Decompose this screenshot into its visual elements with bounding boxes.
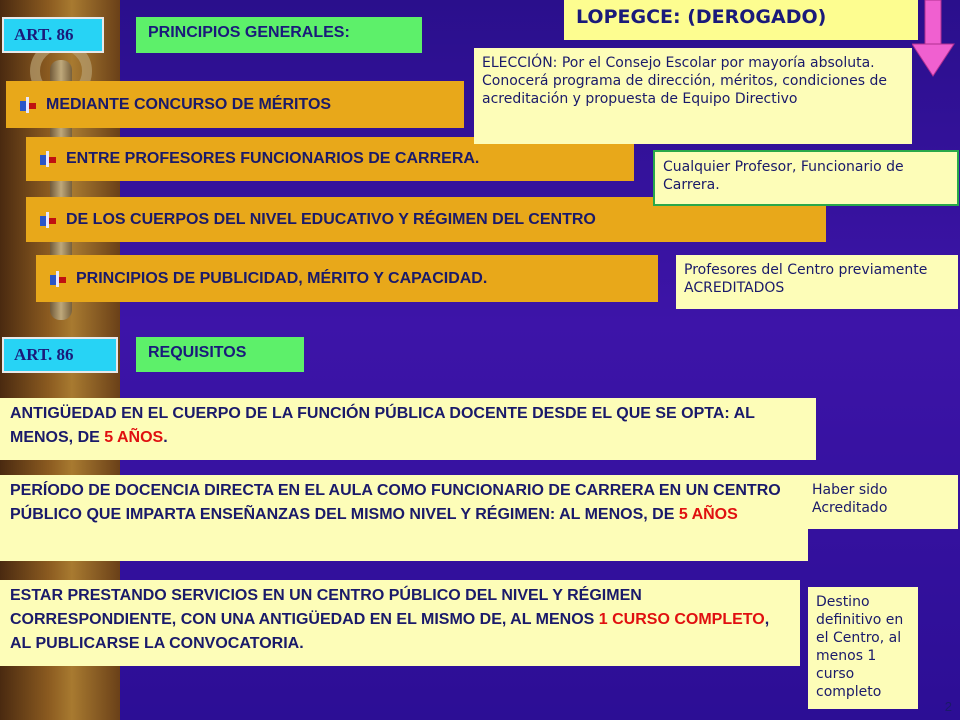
requisito-highlight: 5 AÑOS — [678, 506, 738, 523]
requisito-highlight: 1 CURSO COMPLETO — [598, 611, 765, 628]
flag-bullet-icon — [20, 97, 36, 113]
principio-text: MEDIANTE CONCURSO DE MÉRITOS — [46, 95, 332, 113]
requisito-antiguedad — [0, 398, 816, 460]
flag-bullet-icon — [50, 271, 66, 287]
principio-text: PRINCIPIOS DE PUBLICIDAD, MÉRITO Y CAPACIDAD. — [76, 269, 488, 287]
principio-text: DE LOS CUERPOS DEL NIVEL EDUCATIVO Y RÉGIMEN DEL CENTRO — [66, 210, 596, 228]
requisito-text: PERÍODO DE DOCENCIA DIRECTA EN EL AULA COMO FUNCIONARIO DE CARRERA EN UN CENTRO PÚBLICO QUE IMPARTA ENSEÑANZAS DEL MISMO NIVEL Y RÉGIMEN: AL MENOS, DE — [10, 482, 781, 523]
note-cualquier-profesor: Cualquier Profesor, Funcionario de Carrera. — [653, 150, 959, 206]
requisito-text-end: , AL PUBLICARSE LA CONVOCATORIA. — [10, 611, 770, 652]
principio-item-concurso — [6, 81, 464, 128]
requisitos-label: REQUISITOS — [136, 337, 304, 372]
flag-bullet-icon — [40, 212, 56, 228]
page-title: LOPEGCE: (DEROGADO) — [564, 0, 918, 40]
requisito-text-end: . — [163, 429, 168, 446]
note-destino-definitivo: Destino definitivo en el Centro, al menos 1 curso completo — [808, 587, 918, 709]
page-number: 2 — [944, 699, 952, 714]
note-eleccion: ELECCIÓN: Por el Consejo Escolar por mayoría absoluta. Conocerá programa de dirección, méritos, condiciones de acreditación y propuesta de Equipo Directivo — [474, 48, 912, 144]
down-arrow-icon — [912, 0, 960, 78]
requisito-text: ANTIGÜEDAD EN EL CUERPO DE LA FUNCIÓN PÚBLICA DOCENTE DESDE EL QUE SE OPTA: AL MENOS, DE — [10, 405, 755, 446]
note-profesores-centro: Profesores del Centro previamente ACREDITADOS — [676, 255, 958, 309]
art-86-label-requisitos: ART. 86 — [2, 337, 118, 373]
requisito-highlight: 5 AÑOS — [104, 429, 164, 446]
flag-bullet-icon — [40, 151, 56, 167]
art-86-label-top: ART. 86 — [2, 17, 104, 53]
principio-item-publicidad — [36, 255, 658, 302]
requisito-servicios — [0, 580, 800, 666]
note-haber-acreditado: Haber sido Acreditado — [804, 475, 958, 529]
principios-generales-label: PRINCIPIOS GENERALES: — [136, 17, 422, 53]
requisito-docencia — [0, 475, 808, 561]
principio-text: ENTRE PROFESORES FUNCIONARIOS DE CARRERA. — [66, 150, 480, 167]
requisito-text: ESTAR PRESTANDO SERVICIOS EN UN CENTRO PÚBLICO DEL NIVEL Y RÉGIMEN CORRESPONDIENTE, CON UNA ANTIGÜEDAD EN EL MISMO DE, AL MENOS — [10, 587, 642, 628]
